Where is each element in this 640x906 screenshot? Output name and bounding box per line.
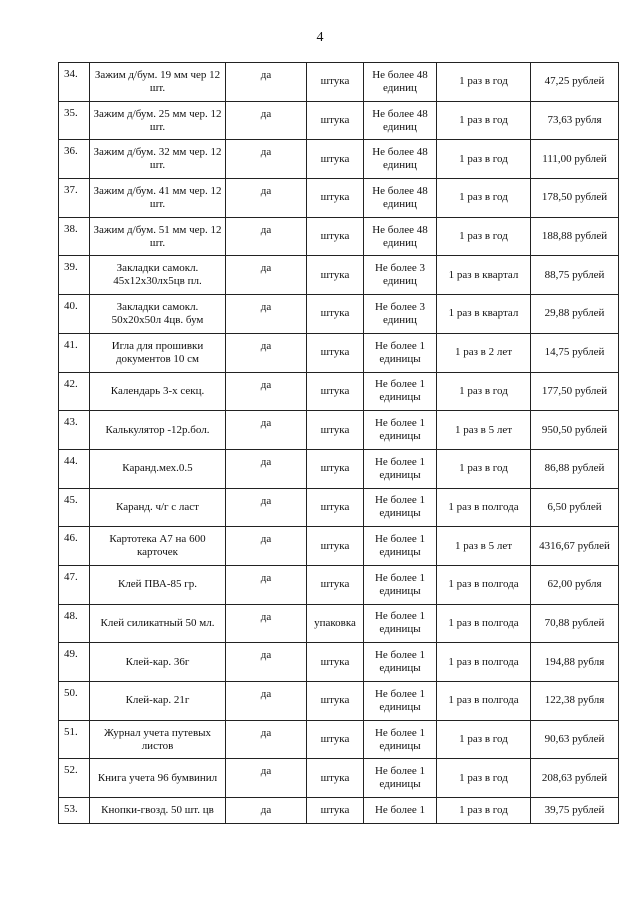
item-limit: Не более 1 единицы	[364, 333, 437, 372]
item-price: 4316,67 рублей	[531, 527, 619, 566]
item-flag: да	[226, 256, 307, 295]
row-number: 37.	[59, 179, 90, 218]
supplies-table	[58, 62, 619, 824]
item-name: Каранд. ч/г с ласт	[90, 488, 226, 527]
table-row	[59, 449, 619, 488]
item-unit: штука	[307, 256, 364, 295]
item-limit: Не более 48 единиц	[364, 101, 437, 140]
row-number: 51.	[59, 720, 90, 759]
table-row	[59, 217, 619, 256]
item-frequency: 1 раз в год	[437, 759, 531, 798]
item-price: 73,63 рубля	[531, 101, 619, 140]
item-limit: Не более 1	[364, 798, 437, 824]
item-limit: Не более 1 единицы	[364, 682, 437, 721]
item-limit: Не более 1 единицы	[364, 488, 437, 527]
item-limit: Не более 48 единиц	[364, 217, 437, 256]
table-row	[59, 140, 619, 179]
row-number: 53.	[59, 798, 90, 824]
item-frequency: 1 раз в полгода	[437, 565, 531, 604]
table-row	[59, 527, 619, 566]
item-price: 188,88 рублей	[531, 217, 619, 256]
item-name: Игла для прошивки документов 10 см	[90, 333, 226, 372]
item-frequency: 1 раз в год	[437, 179, 531, 218]
item-name: Закладки самокл. 50x20x50л 4цв. бум	[90, 295, 226, 334]
item-limit: Не более 3 единиц	[364, 256, 437, 295]
item-limit: Не более 1 единицы	[364, 565, 437, 604]
item-name: Кнопки-гвозд. 50 шт. цв	[90, 798, 226, 824]
item-flag: да	[226, 604, 307, 643]
item-flag: да	[226, 295, 307, 334]
item-price: 950,50 рублей	[531, 411, 619, 450]
item-frequency: 1 раз в год	[437, 140, 531, 179]
row-number: 36.	[59, 140, 90, 179]
item-flag: да	[226, 140, 307, 179]
item-price: 88,75 рублей	[531, 256, 619, 295]
item-frequency: 1 раз в год	[437, 63, 531, 102]
table-body	[59, 63, 619, 824]
item-flag: да	[226, 759, 307, 798]
item-price: 6,50 рублей	[531, 488, 619, 527]
item-frequency: 1 раз в полгода	[437, 604, 531, 643]
item-name: Календарь 3-х секц.	[90, 372, 226, 411]
item-price: 62,00 рубля	[531, 565, 619, 604]
item-unit: штука	[307, 449, 364, 488]
item-limit: Не более 48 единиц	[364, 140, 437, 179]
item-flag: да	[226, 449, 307, 488]
item-frequency: 1 раз в 5 лет	[437, 411, 531, 450]
item-frequency: 1 раз в год	[437, 720, 531, 759]
table-row	[59, 759, 619, 798]
item-limit: Не более 1 единицы	[364, 372, 437, 411]
item-frequency: 1 раз в год	[437, 372, 531, 411]
table-row	[59, 565, 619, 604]
row-number: 46.	[59, 527, 90, 566]
item-flag: да	[226, 798, 307, 824]
item-unit: штука	[307, 643, 364, 682]
item-flag: да	[226, 372, 307, 411]
item-price: 194,88 рубля	[531, 643, 619, 682]
item-unit: штука	[307, 682, 364, 721]
item-flag: да	[226, 63, 307, 102]
item-name: Калькулятор -12р.бол.	[90, 411, 226, 450]
row-number: 49.	[59, 643, 90, 682]
item-price: 70,88 рублей	[531, 604, 619, 643]
item-name: Клей-кар. 21г	[90, 682, 226, 721]
item-frequency: 1 раз в квартал	[437, 295, 531, 334]
item-limit: Не более 1 единицы	[364, 449, 437, 488]
item-frequency: 1 раз в 5 лет	[437, 527, 531, 566]
item-unit: упаковка	[307, 604, 364, 643]
item-limit: Не более 48 единиц	[364, 179, 437, 218]
item-unit: штука	[307, 179, 364, 218]
item-unit: штука	[307, 63, 364, 102]
table-row	[59, 333, 619, 372]
table-row	[59, 256, 619, 295]
item-unit: штука	[307, 720, 364, 759]
row-number: 47.	[59, 565, 90, 604]
table-row	[59, 411, 619, 450]
item-unit: штука	[307, 798, 364, 824]
item-price: 178,50 рублей	[531, 179, 619, 218]
item-name: Зажим д/бум. 32 мм чер. 12 шт.	[90, 140, 226, 179]
item-flag: да	[226, 565, 307, 604]
item-unit: штука	[307, 295, 364, 334]
item-limit: Не более 3 единиц	[364, 295, 437, 334]
item-unit: штука	[307, 140, 364, 179]
item-frequency: 1 раз в полгода	[437, 643, 531, 682]
table-row	[59, 643, 619, 682]
item-name: Каранд.мех.0.5	[90, 449, 226, 488]
table-row	[59, 179, 619, 218]
table-row	[59, 295, 619, 334]
item-name: Книга учета 96 бумвинил	[90, 759, 226, 798]
row-number: 41.	[59, 333, 90, 372]
item-unit: штука	[307, 527, 364, 566]
item-price: 111,00 рублей	[531, 140, 619, 179]
row-number: 44.	[59, 449, 90, 488]
row-number: 52.	[59, 759, 90, 798]
item-price: 39,75 рублей	[531, 798, 619, 824]
item-unit: штука	[307, 565, 364, 604]
item-name: Картотека А7 на 600 карточек	[90, 527, 226, 566]
row-number: 40.	[59, 295, 90, 334]
item-unit: штука	[307, 372, 364, 411]
table-row	[59, 101, 619, 140]
page-number: 4	[316, 30, 324, 45]
item-limit: Не более 48 единиц	[364, 63, 437, 102]
item-name: Зажим д/бум. 25 мм чер. 12 шт.	[90, 101, 226, 140]
table-row	[59, 488, 619, 527]
item-frequency: 1 раз в квартал	[437, 256, 531, 295]
item-price: 208,63 рублей	[531, 759, 619, 798]
item-frequency: 1 раз в год	[437, 217, 531, 256]
item-unit: штука	[307, 488, 364, 527]
item-frequency: 1 раз в год	[437, 449, 531, 488]
item-frequency: 1 раз в год	[437, 101, 531, 140]
item-limit: Не более 1 единицы	[364, 527, 437, 566]
item-flag: да	[226, 488, 307, 527]
item-unit: штука	[307, 759, 364, 798]
item-flag: да	[226, 411, 307, 450]
item-name: Клей ПВА-85 гр.	[90, 565, 226, 604]
item-name: Журнал учета путевых листов	[90, 720, 226, 759]
row-number: 39.	[59, 256, 90, 295]
item-price: 29,88 рублей	[531, 295, 619, 334]
item-price: 177,50 рублей	[531, 372, 619, 411]
item-unit: штука	[307, 217, 364, 256]
table-row	[59, 63, 619, 102]
item-name: Зажим д/бум. 51 мм чер. 12 шт.	[90, 217, 226, 256]
item-price: 14,75 рублей	[531, 333, 619, 372]
item-flag: да	[226, 179, 307, 218]
row-number: 43.	[59, 411, 90, 450]
table-row	[59, 682, 619, 721]
row-number: 38.	[59, 217, 90, 256]
row-number: 35.	[59, 101, 90, 140]
item-name: Клей силикатный 50 мл.	[90, 604, 226, 643]
item-flag: да	[226, 720, 307, 759]
item-price: 122,38 рубля	[531, 682, 619, 721]
row-number: 45.	[59, 488, 90, 527]
item-name: Зажим д/бум. 41 мм чер. 12 шт.	[90, 179, 226, 218]
item-flag: да	[226, 217, 307, 256]
item-price: 47,25 рублей	[531, 63, 619, 102]
item-frequency: 1 раз в 2 лет	[437, 333, 531, 372]
item-limit: Не более 1 единицы	[364, 604, 437, 643]
row-number: 42.	[59, 372, 90, 411]
item-unit: штука	[307, 333, 364, 372]
item-flag: да	[226, 643, 307, 682]
item-price: 90,63 рублей	[531, 720, 619, 759]
item-unit: штука	[307, 101, 364, 140]
item-flag: да	[226, 527, 307, 566]
item-unit: штука	[307, 411, 364, 450]
item-limit: Не более 1 единицы	[364, 759, 437, 798]
item-limit: Не более 1 единицы	[364, 720, 437, 759]
item-flag: да	[226, 333, 307, 372]
row-number: 34.	[59, 63, 90, 102]
table-row	[59, 720, 619, 759]
item-name: Клей-кар. 36г	[90, 643, 226, 682]
item-price: 86,88 рублей	[531, 449, 619, 488]
item-flag: да	[226, 682, 307, 721]
table-row	[59, 372, 619, 411]
item-name: Закладки самокл. 45x12x30лх5цв пл.	[90, 256, 226, 295]
item-name: Зажим д/бум. 19 мм чер 12 шт.	[90, 63, 226, 102]
item-frequency: 1 раз в год	[437, 798, 531, 824]
row-number: 50.	[59, 682, 90, 721]
row-number: 48.	[59, 604, 90, 643]
item-flag: да	[226, 101, 307, 140]
item-frequency: 1 раз в полгода	[437, 488, 531, 527]
table-row	[59, 604, 619, 643]
item-frequency: 1 раз в полгода	[437, 682, 531, 721]
item-limit: Не более 1 единицы	[364, 411, 437, 450]
table-row	[59, 798, 619, 824]
item-limit: Не более 1 единицы	[364, 643, 437, 682]
